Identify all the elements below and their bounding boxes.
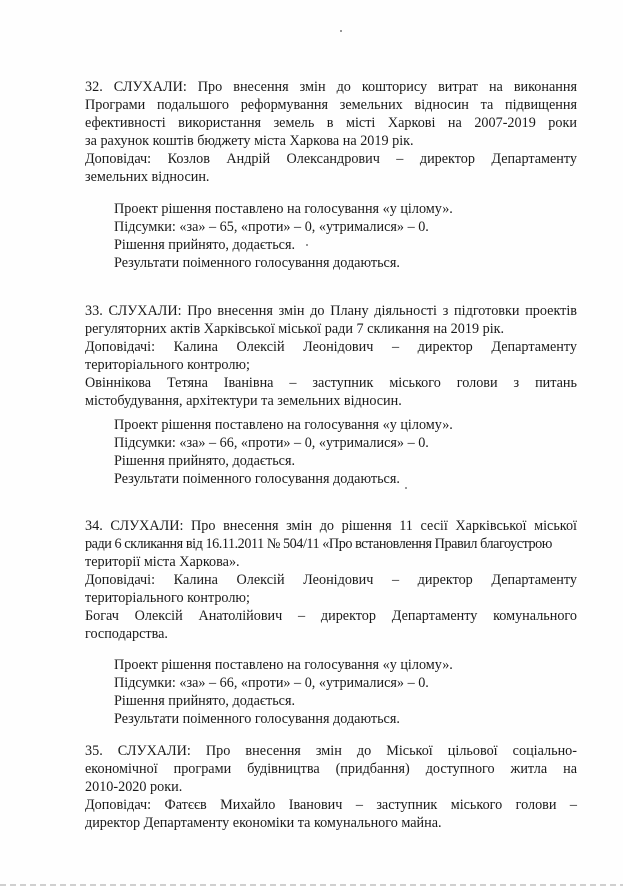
text-line: регуляторних актів Харківської міської ради 7 скликання на 2019 рік. [85, 321, 505, 337]
text-line: Доповідач: Фатєєв Михайло Іванович – заступник міського голови – [85, 797, 577, 813]
text-line: Доповідачі: Калина Олексій Леонідович – директор Департаменту [85, 339, 577, 355]
text-line: території міста Харкова». [85, 554, 240, 570]
vote-line: Рішення прийнято, додається. [114, 453, 296, 469]
vote-line: Рішення прийнято, додається. [114, 693, 296, 709]
text-line: земельних відносин. [85, 169, 210, 185]
text-line: 32. СЛУХАЛИ: Про внесення змін до кошторису витрат на виконання [85, 79, 577, 95]
text-line: територіального контролю; [85, 357, 250, 373]
text-line: 34. СЛУХАЛИ: Про внесення змін до рішення 11 сесії Харківської міської [85, 518, 577, 534]
text-line: 33. СЛУХАЛИ: Про внесення змін до Плану діяльності з підготовки проектів [85, 303, 577, 319]
vote-line: Проект рішення поставлено на голосування «у цілому». [114, 657, 453, 673]
vote-line: Підсумки: «за» – 66, «проти» – 0, «утрималися» – 0. [114, 675, 429, 691]
text-line: Доповідачі: Калина Олексій Леонідович – директор Департаменту [85, 572, 577, 588]
text-line: 35. СЛУХАЛИ: Про внесення змін до Міської цільової соціально- [85, 743, 577, 759]
vote-line: Результати поіменного голосування додаються. [114, 471, 400, 487]
text-line: за рахунок коштів бюджету міста Харкова на 2019 рік. [85, 133, 414, 149]
text-line: Богач Олексій Анатолійович – директор Департаменту комунального [85, 608, 577, 624]
text-line: територіального контролю; [85, 590, 250, 606]
vote-line: Результати поіменного голосування додаються. [114, 711, 400, 727]
text-line: ефективності використання земель в місті Харкові на 2007-2019 роки [85, 115, 577, 131]
text-line: Програми подальшого реформування земельних відносин та підвищення [85, 97, 577, 113]
vote-line: Підсумки: «за» – 66, «проти» – 0, «утрималися» – 0. [114, 435, 429, 451]
vote-line: Рішення прийнято, додається. [114, 237, 296, 253]
vote-line: Підсумки: «за» – 65, «проти» – 0, «утрималися» – 0. [114, 219, 429, 235]
text-line: містобудування, архітектури та земельних відносин. [85, 393, 402, 409]
scan-speck [306, 244, 308, 246]
text-line: Овіннікова Тетяна Іванівна – заступник міського голови з питань [85, 375, 577, 391]
text-line: економічної програми будівництва (придбання) доступного житла на [85, 761, 577, 777]
text-line: господарства. [85, 626, 168, 642]
text-line: 2010-2020 роки. [85, 779, 183, 795]
scan-speck [340, 30, 342, 32]
vote-line: Проект рішення поставлено на голосування «у цілому». [114, 201, 453, 217]
scan-speck [405, 487, 407, 489]
text-line: ради 6 скликання від 16.11.2011 № 504/11 «Про встановлення Правил благоустрою [85, 536, 552, 552]
text-line: Доповідач: Козлов Андрій Олександрович – директор Департаменту [85, 151, 577, 167]
vote-line: Результати поіменного голосування додаються. [114, 255, 400, 271]
scan-bottom-edge [0, 884, 623, 886]
vote-line: Проект рішення поставлено на голосування «у цілому». [114, 417, 453, 433]
text-line: директор Департаменту економіки та комунального майна. [85, 815, 442, 831]
